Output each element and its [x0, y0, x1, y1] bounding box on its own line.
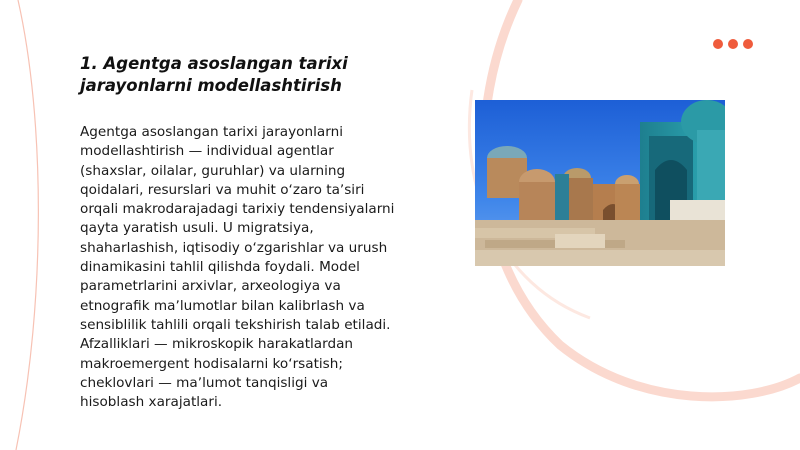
slide-title: 1. Agentga asoslangan tarixi jarayonlarni modellashtirish [80, 54, 348, 95]
mausoleum-photo [475, 100, 725, 266]
body-paragraph: Agentga asoslangan tarixi jarayonlarni modellashtirish — individual agentlar (shaxslar, oilalar, guruhlar) va ularning qoidalari, resurslari va muhit oʻzaro taʼsiri orqali makrodarajadagi tarixiy tendensiyalarni qayta yaratish usuli. U migratsiya, shaharlashish, iqtisodiy oʻzgarishlar va urush dinamikasini tahlil qilishda foydali. Model parametrlarini arxivlar, arxeologiya va etnografik maʼlumotlar bilan kalibrlash va sensiblilik tahlili orqali tekshirish talab etiladi. Afzalliklari — mikroskopik harakatlardan makroemergent hodisalarni koʻrsatish; cheklovlari — maʼlumot tanqisligi va hisoblash xarajatlari. [80, 124, 395, 411]
dot [713, 39, 723, 49]
dot [728, 39, 738, 49]
three-dots-icon [713, 39, 753, 49]
dot [743, 39, 753, 49]
